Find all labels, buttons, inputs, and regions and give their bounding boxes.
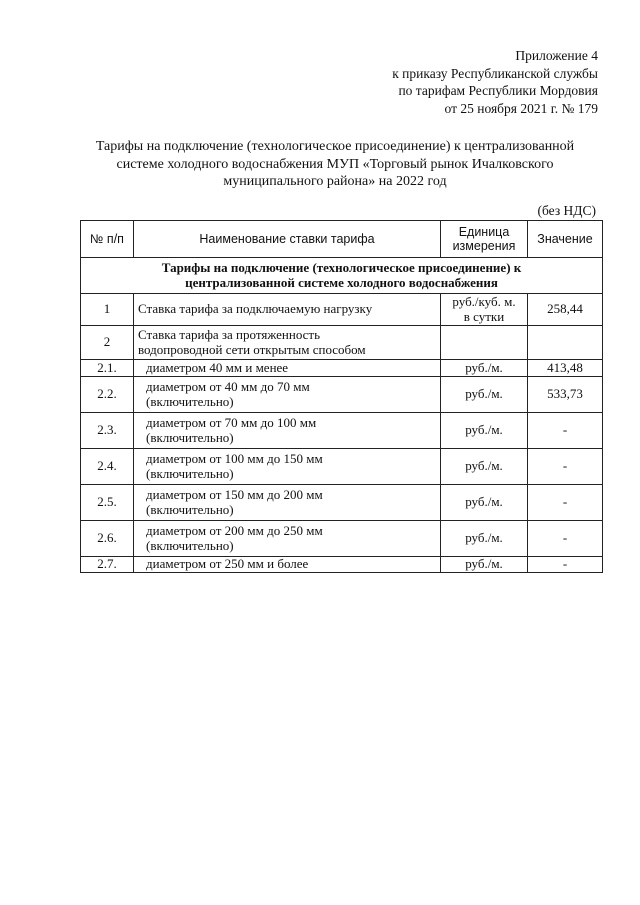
header-unit <box>441 221 528 258</box>
row-value: - <box>528 449 603 485</box>
table-row <box>81 326 603 360</box>
table-row <box>81 294 603 326</box>
title-line-1: Тарифы на подключение (технологическое присоединение) к централизованной <box>95 139 575 154</box>
table-row <box>81 485 603 521</box>
row-name <box>134 521 441 557</box>
row-number: 2.4. <box>81 449 134 485</box>
vat-note: (без НДС) <box>537 203 596 218</box>
row-value: - <box>528 485 603 521</box>
row-number: 1 <box>81 294 134 326</box>
row-name-line-1: диаметром от 70 мм до 100 мм <box>146 415 317 430</box>
annex-order-ref: к приказу Республиканской службы <box>392 65 598 81</box>
table-row <box>81 449 603 485</box>
row-number: 2.3. <box>81 413 134 449</box>
row-unit-line-1: руб./куб. м. <box>452 294 516 309</box>
table-row <box>81 557 603 573</box>
row-name-line-1: Ставка тарифа за протяженность <box>138 327 321 342</box>
section-heading <box>81 258 603 294</box>
row-number: 2.6. <box>81 521 134 557</box>
row-name <box>134 485 441 521</box>
annex-block <box>392 47 598 117</box>
row-value <box>528 326 603 360</box>
row-value: - <box>528 413 603 449</box>
tariff-table <box>80 220 603 573</box>
row-value: 533,73 <box>528 377 603 413</box>
row-unit: руб./м. <box>441 377 528 413</box>
row-name: диаметром от 250 мм и более <box>134 557 441 573</box>
section-heading-line-1: Тарифы на подключение (технологическое присоединение) к <box>161 260 522 275</box>
row-value: - <box>528 521 603 557</box>
row-number: 2.2. <box>81 377 134 413</box>
row-name-line-2: (включительно) <box>146 429 234 445</box>
table-header-row <box>81 221 603 258</box>
row-name-line-1: диаметром от 40 мм до 70 мм <box>146 379 310 394</box>
row-value: 413,48 <box>528 360 603 377</box>
row-unit: руб./м. <box>441 521 528 557</box>
row-name <box>134 413 441 449</box>
row-name-line-1: диаметром от 100 мм до 150 мм <box>146 451 323 466</box>
header-name: Наименование ставки тарифа <box>134 221 441 258</box>
row-number: 2.5. <box>81 485 134 521</box>
title-line-3: муниципального района» на 2022 год <box>223 174 447 189</box>
row-value: - <box>528 557 603 573</box>
header-unit-line-1: Единица <box>458 224 510 239</box>
row-name <box>134 377 441 413</box>
header-value: Значение <box>528 221 603 258</box>
row-value: 258,44 <box>528 294 603 326</box>
table-row <box>81 360 603 377</box>
row-unit: руб./м. <box>441 449 528 485</box>
document-title <box>70 138 600 191</box>
row-name-line-2: (включительно) <box>146 465 234 481</box>
header-unit-line-2: измерения <box>452 239 516 253</box>
table-row <box>81 521 603 557</box>
row-number: 2.1. <box>81 360 134 377</box>
title-line-2: системе холодного водоснабжения МУП «Торговый рынок Ичалковского <box>116 156 554 172</box>
row-name-line-1: диаметром от 200 мм до 250 мм <box>146 523 323 538</box>
row-name: диаметром 40 мм и менее <box>134 360 441 377</box>
row-unit: руб./м. <box>441 485 528 521</box>
table-row <box>81 413 603 449</box>
row-unit: руб./м. <box>441 557 528 573</box>
row-unit-line-2: в сутки <box>463 308 505 324</box>
row-unit: руб./м. <box>441 413 528 449</box>
row-name-line-2: (включительно) <box>146 537 234 553</box>
header-num: № п/п <box>81 221 134 258</box>
row-name-line-2: (включительно) <box>146 393 234 409</box>
table-row <box>81 377 603 413</box>
row-unit <box>441 294 528 326</box>
row-name-line-2: (включительно) <box>146 501 234 517</box>
annex-authority: по тарифам Республики Мордовия <box>398 83 598 98</box>
row-unit <box>441 326 528 360</box>
section-heading-line-2: централизованной системе холодного водоснабжения <box>185 274 498 290</box>
row-name-line-1: диаметром от 150 мм до 200 мм <box>146 487 323 502</box>
row-number: 2.7. <box>81 557 134 573</box>
annex-order-date: от 25 ноября 2021 г. № 179 <box>444 100 598 116</box>
row-name: Ставка тарифа за подключаемую нагрузку <box>134 294 441 326</box>
row-name-line-2: водопроводной сети открытым способом <box>138 341 366 357</box>
annex-number: Приложение 4 <box>515 48 598 63</box>
row-number: 2 <box>81 326 134 360</box>
row-name <box>134 326 441 360</box>
row-unit: руб./м. <box>441 360 528 377</box>
section-row <box>81 258 603 294</box>
row-name <box>134 449 441 485</box>
